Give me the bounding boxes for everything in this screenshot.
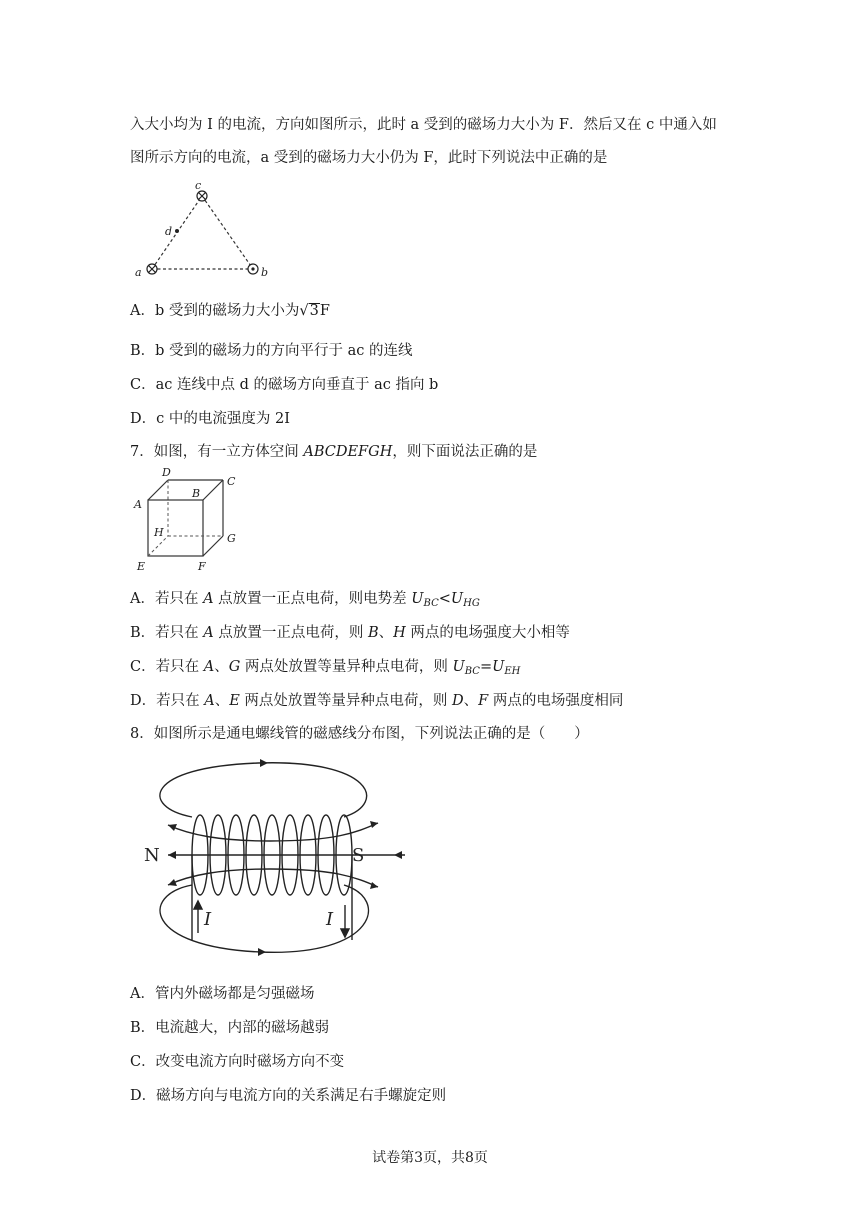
cube-label-b: B xyxy=(192,487,201,500)
q7-c-equals: = xyxy=(479,659,493,675)
cube-label-h: H xyxy=(154,526,164,539)
pole-n-label: N xyxy=(144,845,160,866)
sqrt-radicand: 3 xyxy=(309,303,319,319)
q7-b-post: 两点的电场强度大小相等 xyxy=(405,625,570,641)
intro-line-2: 图所示方向的电流，a 受到的磁场力大小仍为 F，此时下列说法中正确的是 xyxy=(130,150,608,166)
wire-b-out-of-page-icon xyxy=(248,264,258,274)
q7-d-sep2: 、 xyxy=(463,693,479,709)
edge-cb xyxy=(202,196,253,269)
field-line-upper-inner xyxy=(168,823,378,841)
q7-b-pre: B．若只在 xyxy=(130,625,204,641)
page-footer: 试卷第3页，共8页 xyxy=(372,1150,488,1166)
q7-stem xyxy=(130,440,537,461)
q7-d-mid: 两点处放置等量异种点电荷，则 xyxy=(239,693,453,709)
q7-b-p1: B xyxy=(367,625,379,641)
cube-label-g: G xyxy=(227,532,236,545)
q7-c-pre: C．若只在 xyxy=(130,659,204,675)
q7-d-p4: F xyxy=(478,693,489,709)
q7-d-p2: E xyxy=(229,693,240,709)
wire-a-into-page-icon xyxy=(147,264,157,274)
q6-option-a xyxy=(130,299,330,320)
wire-c-into-page-icon xyxy=(197,191,207,201)
q6-option-a-text: A．b 受到的磁场力大小为 xyxy=(130,303,300,319)
cube-edge-ad xyxy=(148,480,168,500)
q7-stem-pre: 7．如图，有一立方体空间 xyxy=(130,444,304,460)
label-a: a xyxy=(135,266,142,279)
q8-option-d: D．磁场方向与电流方向的关系满足右手螺旋定则 xyxy=(130,1088,447,1104)
solenoid-figure xyxy=(140,755,415,960)
q8-stem: 8．如图所示是通电螺线管的磁感线分布图，下列说法正确的是（ ） xyxy=(130,726,589,742)
q7-d-p1: A xyxy=(204,693,215,709)
sqrt-symbol: √3 xyxy=(299,303,319,319)
pole-s-label: S xyxy=(352,845,365,866)
q8-option-c: C．改变电流方向时磁场方向不变 xyxy=(130,1054,345,1070)
q7-a-mid: 点放置一正点电荷，则电势差 xyxy=(213,591,412,607)
q7-b-mid: 点放置一正点电荷，则 xyxy=(213,625,368,641)
cube-edge-fg xyxy=(203,536,223,556)
q6-option-d: D．c 中的电流强度为 2I xyxy=(130,411,290,427)
q7-c-p1: A xyxy=(203,659,215,675)
label-b: b xyxy=(261,266,269,279)
q6-option-a-unit: F xyxy=(319,303,330,319)
q7-c-sep: 、 xyxy=(214,659,229,675)
q6-option-c: C．ac 连线中点 d 的磁场方向垂直于 ac 指向 b xyxy=(130,377,439,393)
current-label-left: I xyxy=(204,909,212,930)
cube-label-e: E xyxy=(137,560,146,573)
q7-d-p3: D xyxy=(452,693,464,709)
q7-option-b xyxy=(130,621,570,642)
q7-c-sub2: EH xyxy=(504,666,521,677)
cube-label-d: D xyxy=(162,466,171,479)
q7-a-pre: A．若只在 xyxy=(130,591,204,607)
current-label-right: I xyxy=(326,909,334,930)
q7-d-post: 两点的电场强度相同 xyxy=(488,693,624,709)
q7-a-less-than: < xyxy=(438,591,451,607)
label-c: c xyxy=(195,183,202,192)
q7-b-sep: 、 xyxy=(378,625,394,641)
q7-c-p2: G xyxy=(228,659,241,675)
q7-a-sub1: BC xyxy=(423,598,439,609)
q7-a-point: A xyxy=(203,591,214,607)
field-line-top-outer xyxy=(160,763,367,817)
cube-label-f: F xyxy=(198,560,206,573)
q7-a-u1: U xyxy=(411,591,424,607)
field-line-lower-inner xyxy=(168,869,378,887)
intro-line-1: 入大小均为 I 的电流，方向如图所示，此时 a 受到的磁场力大小为 F．然后又在 c 中通入如 xyxy=(130,117,717,133)
q7-a-u2: U xyxy=(450,591,464,607)
cube-label-a: A xyxy=(134,498,142,511)
q6-option-b: B．b 受到的磁场力的方向平行于 ac 的连线 xyxy=(130,343,413,359)
q7-c-u2: U xyxy=(492,659,505,675)
field-line-bottom-outer xyxy=(160,885,368,952)
q7-option-c xyxy=(130,655,520,677)
wire-triangle-figure xyxy=(128,183,278,283)
q7-b-p2: H xyxy=(393,625,406,641)
midpoint-d-dot xyxy=(175,229,179,233)
cube-figure xyxy=(128,466,243,576)
q8-option-a: A．管内外磁场都是匀强磁场 xyxy=(130,986,315,1002)
q7-d-pre: D．若只在 xyxy=(130,693,205,709)
cube-edge-bc xyxy=(203,480,223,500)
label-d: d xyxy=(165,225,173,238)
q7-c-sub1: BC xyxy=(464,666,480,677)
q7-c-mid: 两点处放置等量异种点电荷，则 xyxy=(240,659,453,675)
q7-c-u1: U xyxy=(452,659,465,675)
q7-a-sub2: HG xyxy=(463,598,480,609)
q7-cube-name: ABCDEFGH xyxy=(303,444,393,460)
q7-option-a xyxy=(130,587,480,609)
q7-d-sep: 、 xyxy=(214,693,230,709)
q7-stem-post: ，则下面说法正确的是 xyxy=(392,444,538,460)
q8-option-b: B．电流越大，内部的磁场越弱 xyxy=(130,1020,330,1036)
cube-label-c: C xyxy=(227,475,236,488)
cube-hidden-edge-eh xyxy=(148,536,168,556)
q7-option-d xyxy=(130,689,623,710)
q7-b-point: A xyxy=(203,625,214,641)
